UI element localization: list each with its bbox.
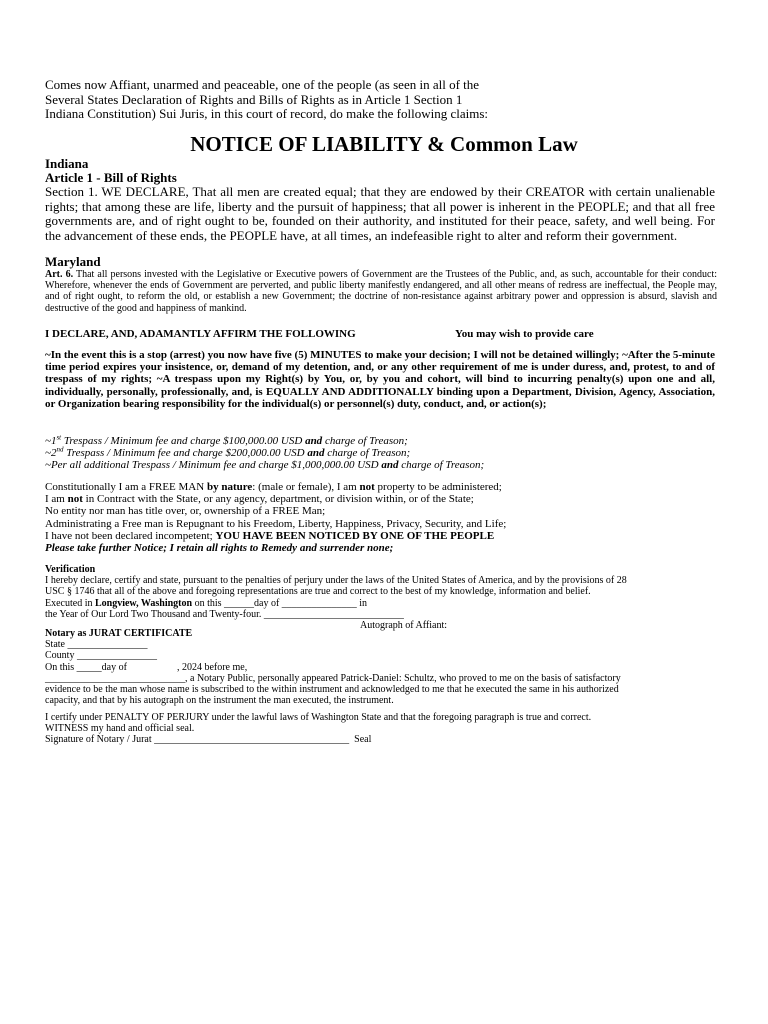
article-body: That all persons invested with the Legislative or Executive powers of Government are the Trustees of the Public, and, as such, accountable for their conduct: Wherefore, whenever the ends of Government are perverted, and public liberty manifestly endangered, and all other means of redress are ineffectual, the People may, and of right ought, to reform the old, or establish a new Government; the doctrine of non-resistance against arbitrary power and oppression is absurd, slavish and destructive of the good and happiness of mankind. <box>45 269 717 314</box>
notary-block <box>45 628 725 706</box>
trespass-item: ~Per all additional Trespass / Minimum fee and charge $1,000,000.00 USD and charge of Treason; <box>45 459 485 472</box>
notary-line: capacity, and that by his autograph on the instrument the man executed, the instrument. <box>45 695 394 707</box>
article-heading: Article 1 - Bill of Rights <box>45 170 177 185</box>
maryland-article-text <box>45 269 717 314</box>
notary-county: County ________________ <box>45 650 157 662</box>
certify-line: I certify under PENALTY OF PERJURY under the lawful laws of Washington State and that the foregoing paragraph is true and correct. <box>45 712 592 723</box>
certify-block <box>45 712 725 746</box>
trespass-item: ~1st Trespass / Minimum fee and charge $100,000.00 USD and charge of Treason; <box>45 433 408 447</box>
trespass-list <box>45 435 725 472</box>
intro-line: Indiana Constitution) Sui Juris, in this court of record, do make the following claims: <box>45 106 489 121</box>
status-line: No entity nor man has title over, or, ownership of a FREE Man; <box>45 505 326 518</box>
trespass-item: ~2nd Trespass / Minimum fee and charge $200,000.00 USD and charge of Treason; <box>45 445 411 460</box>
maryland-heading: Maryland <box>45 254 101 269</box>
status-line: I am not in Contract with the State, or any agency, department, or division within, or of the State; <box>45 493 474 506</box>
intro-line: Comes now Affiant, unarmed and peaceable, one of the people (as seen in all of the <box>45 77 480 92</box>
indiana-section-text: Section 1. WE DECLARE, That all men are created equal; that they are endowed by their CREATOR with certain unalienable rights; that among these are life, liberty and the pursuit of happiness; that all power is inherent in the PEOPLE; and that all free governments are, and of right ought to be, founded on their authority, and instituted for their peace, safety, and well being. For the advancement of these ends, the PEOPLE have, at all times, an indefeasible right to alter and reform their government. <box>45 184 715 243</box>
warning-paragraph: ~In the event this is a stop (arrest) you now have five (5) MINUTES to make your decision; I will not be detained willingly; ~After the 5-minute time period expires your insistence, or, demand of my detention, and, or any other requirement of me is under duress, and, protest, to and of trespass of my rights; ~A trespass upon my Right(s) by You, or, by you and cohort, will bind to incurring penalty(s) upon one and all, individually, personally, professionally, and, is EQUALLY AND ADDITIONALLY binding upon a Department, Division, Agency, Association, or Organization bearing responsibility for the individual(s) or personnel(s) duty, conduct, and, or action(s); <box>45 349 715 410</box>
notary-date-line: On this _____day of , 2024 before me, <box>45 661 248 673</box>
witness-line: WITNESS my hand and official seal. <box>45 723 195 735</box>
verification-block <box>45 564 725 631</box>
verification-heading: Verification <box>45 564 96 575</box>
care-text: You may wish to provide care <box>455 328 594 340</box>
intro-paragraph <box>45 78 725 122</box>
indiana-heading: Indiana <box>45 156 89 171</box>
intro-line: Several States Declaration of Rights and Bills of Rights as in Article 1 Section 1 <box>45 91 463 107</box>
status-line: I have not been declared incompetent; YOU HAVE BEEN NOTICED BY ONE OF THE PEOPLE <box>45 529 495 542</box>
verification-line: I hereby declare, certify and state, pursuant to the penalties of perjury under the laws of the United States of America, and by the provisions of 28 <box>45 575 627 587</box>
status-block <box>45 481 725 554</box>
status-line: Constitutionally I am a FREE MAN by nature: (male or female), I am not property to be administered; <box>45 481 502 493</box>
status-line: Please take further Notice; I retain all rights to Remedy and surrender none; <box>45 542 394 555</box>
autograph-label: Autograph of Affiant: <box>360 620 448 632</box>
status-line: Administrating a Free man is Repugnant to his Freedom, Liberty, Happiness, Privacy, Security, and Life; <box>45 517 507 530</box>
notary-state: State ________________ <box>45 639 148 651</box>
declare-line <box>45 328 717 340</box>
article-label: Art. 6. <box>45 269 74 280</box>
notary-heading: Notary as JURAT CERTIFICATE <box>45 628 193 639</box>
verification-line: USC § 1746 that all of the above and foregoing representations are true and correct to the best of my knowledge, information and belief. <box>45 586 591 598</box>
notary-line: ____________________________, a Notary Public, personally appeared Patrick-Daniel: Schultz, who proved to me on the basis of satisfactory <box>45 672 621 684</box>
document-title: NOTICE OF LIABILITY & Common Law <box>190 132 578 156</box>
declare-text: I DECLARE, AND, ADAMANTLY AFFIRM THE FOLLOWING <box>45 328 356 340</box>
notary-line: evidence to be the man whose name is subscribed to the within instrument and acknowledged to me that he executed the same in his authorized <box>45 684 619 696</box>
verification-line: the Year of Our Lord Two Thousand and Twenty-four. ____________________________ <box>45 608 404 620</box>
notary-signature-line: Signature of Notary / Jurat _______________________________________ Seal <box>45 734 372 746</box>
verification-line: Executed in Longview, Washington on this ______day of _______________ in <box>45 597 368 609</box>
